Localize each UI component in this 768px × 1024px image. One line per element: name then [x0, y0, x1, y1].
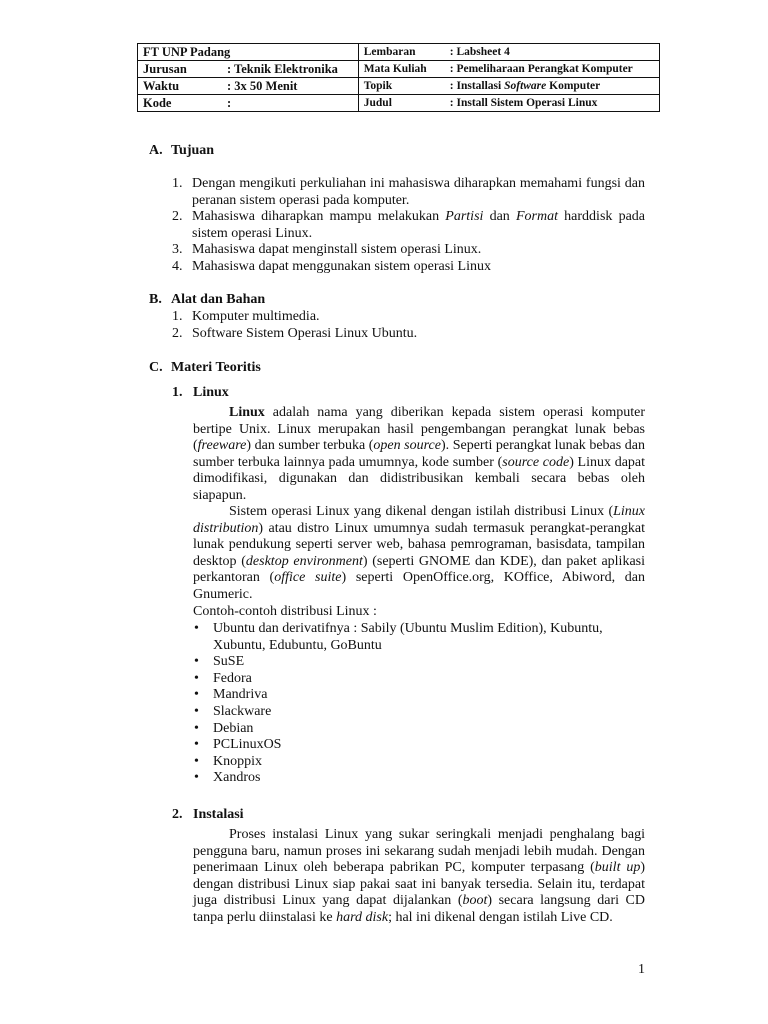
header-table: [137, 43, 660, 112]
header-topik: Topik : Installasi Software Komputer: [358, 78, 659, 95]
alat-list: [172, 309, 645, 342]
linux-paragraph-2: Sistem operasi Linux yang dikenal dengan istilah distribusi Linux (Linux distribution) atau distro Linux umumnya sudah termasuk perangkat-perangkat lunak pendukung seperti server web, bahasa pemrograman, basisdata, tampilan desktop (desktop environment) (seperti GNOME dan KDE), dan paket aplikasi perkantoran (office suite) seperti OpenOffice.org, KOffice, Abiword, dan Gnumeric.: [193, 504, 645, 602]
list-item: 1. Dengan mengikuti perkuliahan ini mahasiswa diharapkan memahami fungsi dan peranan sistem operasi pada komputer.: [172, 176, 645, 208]
linux-paragraph-1: Linux adalah nama yang diberikan kepada sistem operasi komputer bertipe Unix. Linux merupakan hasil pengembangan perangkat lunak bebas (freeware) dan sumber terbuka (open source). Seperti perangkat lunak bebas dan sumber terbuka lainnya pada umumnya, kode sumber (source code) Linux dapat dimodifikasi, digunakan dan didistribusikan kembali secara bebas oleh siapapun.: [193, 405, 646, 503]
instalasi-paragraph-1: Proses instalasi Linux yang sukar seringkali menjadi penghalang bagi pengguna baru, namun proses ini sekarang sudah menjadi lebih mudah. Dengan penerimaan Linux oleh beberapa pabrikan PC, komputer terpasang (built up) dengan distribusi Linux siap pakai saat ini banyak tersedia. Selain itu, terdapat juga distribusi Linux yang dapat dijalankan (boot) secara langsung dari CD tanpa perlu diinstalasi ke hard disk; hal ini dikenal dengan istilah Live CD.: [193, 827, 645, 925]
section-a-heading: A. Tujuan: [149, 143, 215, 158]
header-lembaran: Lembaran : Labsheet 4: [358, 44, 659, 61]
list-item: 4. Mahasiswa dapat menggunakan sistem operasi Linux: [172, 258, 491, 274]
section-c-heading: C. Materi Teoritis: [149, 360, 261, 375]
page-number: 1: [638, 962, 645, 977]
header-waktu: Waktu : 3x 50 Menit: [138, 78, 359, 95]
list-item: • Ubuntu dan derivatifnya : Sabily (Ubuntu Muslim Edition), Kubuntu, Xubuntu, Edubuntu, GoBuntu: [194, 621, 603, 653]
list-item: • Debian: [194, 720, 254, 736]
list-item: • Fedora: [194, 670, 252, 686]
list-item: • Slackware: [194, 703, 272, 719]
subsection-linux-heading: 1. Linux: [172, 385, 229, 400]
list-item: • Xandros: [194, 770, 261, 786]
list-item: • PCLinuxOS: [194, 737, 282, 753]
distro-list: [193, 621, 645, 787]
list-item: 3. Mahasiswa dapat menginstall sistem operasi Linux.: [172, 242, 482, 258]
distro-examples-label: Contoh-contoh distribusi Linux :: [193, 604, 377, 619]
section-b-heading: B. Alat dan Bahan: [149, 292, 266, 307]
list-item: • Knoppix: [194, 753, 262, 769]
subsection-instalasi-heading: 2. Instalasi: [172, 807, 244, 822]
tujuan-list: [172, 176, 645, 276]
list-item: 2. Mahasiswa diharapkan mampu melakukan Partisi dan Format harddisk pada sistem operasi Linux.: [172, 209, 645, 241]
header-institution: FT UNP Padang: [138, 44, 359, 61]
list-item: 1. Komputer multimedia.: [172, 309, 320, 324]
list-item: 2. Software Sistem Operasi Linux Ubuntu.: [172, 325, 418, 341]
list-item: • SuSE: [194, 654, 245, 670]
header-matakuliah: Mata Kuliah : Pemeliharaan Perangkat Komputer: [358, 61, 659, 78]
header-judul: Judul : Install Sistem Operasi Linux: [358, 95, 659, 112]
header-jurusan: Jurusan : Teknik Elektronika: [138, 61, 359, 78]
header-kode: Kode :: [138, 95, 359, 112]
list-item: • Mandriva: [194, 687, 268, 703]
